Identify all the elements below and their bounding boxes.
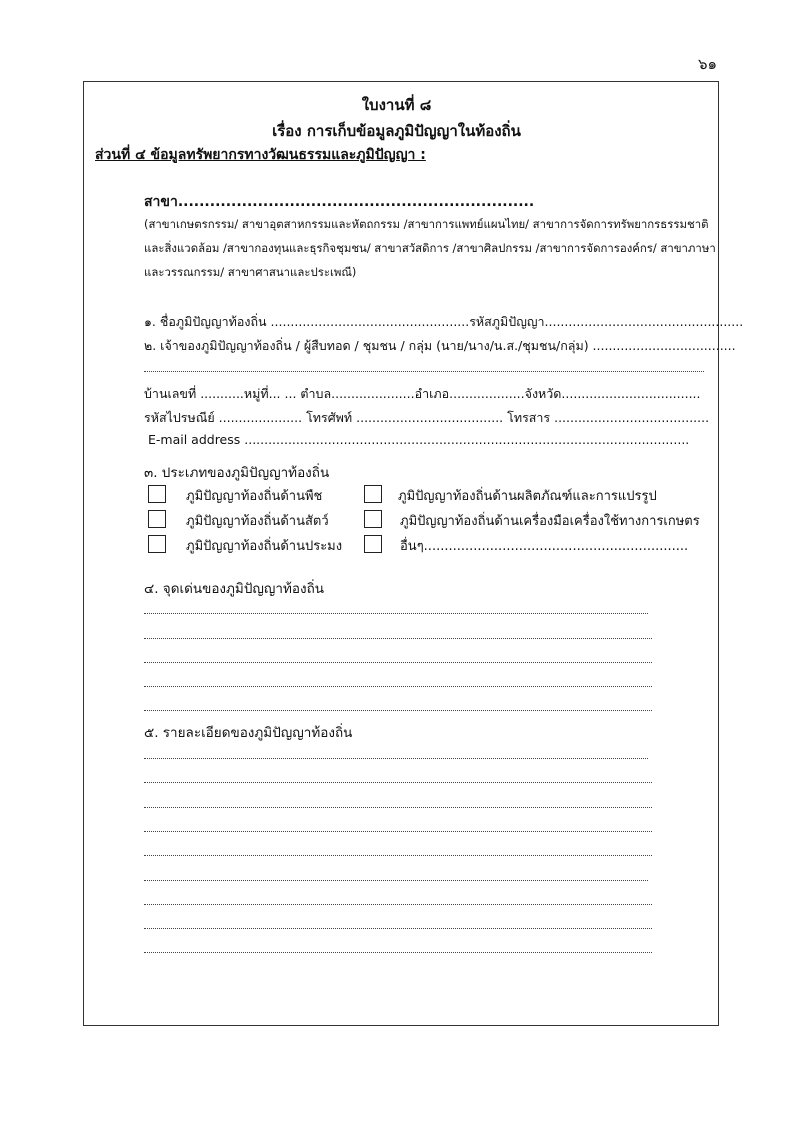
owner-field[interactable]: ๒. เจ้าของภูมิปัญญาท้องถิ่น / ผู้สืบทอด / ชุมชน / กลุ่ม (นาย/นาง/น.ส./ชุมชน/กลุ่ม) .................................... [144, 338, 736, 353]
worksheet-subject: เรื่อง การเก็บข้อมูลภูมิปัญญาในท้องถิ่น [272, 122, 521, 140]
highlight-answer-line[interactable] [144, 637, 652, 639]
branch-note-line: และวรรณกรรม/ สาขาศาสนาและประเพณี) [144, 265, 357, 279]
highlight-answer-line[interactable] [144, 661, 652, 663]
details-answer-line[interactable] [144, 854, 652, 856]
email-field[interactable]: E-mail address ................................................................................................................ [148, 432, 690, 447]
checkbox-tools[interactable] [364, 510, 382, 528]
details-answer-line[interactable] [144, 757, 648, 759]
type-row [148, 509, 718, 530]
type-row [148, 534, 718, 555]
details-answer-line[interactable] [144, 879, 648, 881]
type-option-label: ภูมิปัญญาท้องถิ่นด้านพืช [186, 489, 323, 504]
checkbox-plants[interactable] [148, 485, 166, 503]
section-heading: ส่วนที่ ๔ ข้อมูลทรัพยากรทางวัฒนธรรมและภูมิปัญญา : [95, 147, 426, 163]
branch-note-line: และสิ่งแวดล้อม /สาขากองทุนและธุรกิจชุมชน/ สาขาสวัสดิการ /สาขาศิลปกรรม /สาขาการจัดการองค์กร/ สาขาภาษา [144, 241, 716, 255]
wisdom-name-field[interactable]: ๑. ชื่อภูมิปัญญาท้องถิ่น ..................................................รหัสภูมิปัญญา.................................................. [144, 314, 744, 329]
address-field[interactable]: บ้านเลขที่ ...........หมู่ที่... ... ตำบล.....................อำเภอ...................จังหวัด................................... [144, 386, 701, 401]
type-option-label: อื่นๆ................................................................ [400, 539, 689, 554]
type-row [148, 484, 718, 505]
details-answer-line[interactable] [144, 806, 652, 808]
type-option-label: ภูมิปัญญาท้องถิ่นด้านผลิตภัณฑ์และการแปรรูป [398, 489, 657, 504]
details-answer-line[interactable] [144, 927, 652, 929]
worksheet-title: ใบงานที่ ๘ [361, 96, 432, 114]
details-answer-line[interactable] [144, 903, 652, 905]
branch-note-line: (สาขาเกษตรกรรม/ สาขาอุตสาหกรรมและหัตถกรรม /สาขาการแพทย์แผนไทย/ สาขาการจัดการทรัพยากรธรรมชาติ [144, 217, 709, 231]
details-answer-line[interactable] [144, 781, 652, 783]
details-heading: ๕. รายละเอียดของภูมิปัญญาท้องถิ่น [144, 725, 353, 741]
type-option-label: ภูมิปัญญาท้องถิ่นด้านประมง [186, 539, 343, 554]
details-answer-line[interactable] [144, 830, 652, 832]
checkbox-fishery[interactable] [148, 535, 166, 553]
checkbox-animals[interactable] [148, 510, 166, 528]
type-option-label: ภูมิปัญญาท้องถิ่นด้านเครื่องมือเครื่องใช้ทางการเกษตร [400, 514, 700, 529]
contact-field[interactable]: รหัสไปรษณีย์ ..................... โทรศัพท์ ..................................... โทรสาร ....................................... [144, 410, 710, 425]
page-number: ๖๑ [697, 55, 717, 73]
type-option-label: ภูมิปัญญาท้องถิ่นด้านสัตว์ [186, 514, 329, 529]
owner-continuation-line[interactable] [144, 370, 704, 372]
highlight-answer-line[interactable] [144, 612, 648, 614]
highlight-answer-line[interactable] [144, 709, 652, 711]
checkbox-products[interactable] [364, 485, 382, 503]
details-answer-line[interactable] [144, 951, 652, 953]
highlight-answer-line[interactable] [144, 685, 652, 687]
type-heading: ๓. ประเภทของภูมิปัญญาท้องถิ่น [144, 465, 330, 481]
branch-field[interactable]: สาขา................................................................... [144, 194, 535, 210]
checkbox-other[interactable] [364, 535, 382, 553]
highlight-heading: ๔. จุดเด่นของภูมิปัญญาท้องถิ่น [144, 581, 324, 597]
